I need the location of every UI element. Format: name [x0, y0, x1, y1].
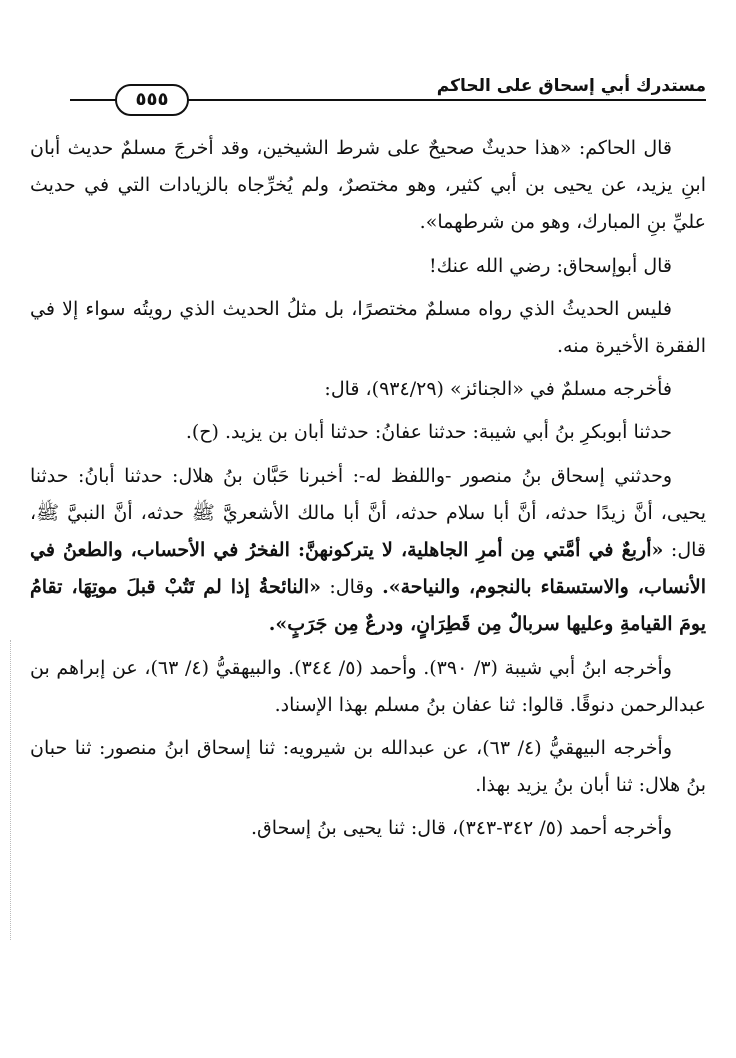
running-title: مستدرك أبي إسحاق على الحاكم: [436, 76, 706, 96]
paragraph-text: وأخرجه ابنُ أبي شيبة (٣/ ٣٩٠). وأحمد (٥/ ٣٤٤). والبيهقيُّ (٤/ ٦٣)، عن إبراهم بن عبدالرحمن دنوقًا. قالوا: ثنا عفان بنُ مسلم بهذا الإسناد.: [30, 656, 706, 716]
page-header: [70, 72, 706, 112]
paragraph-text: وأخرجه البيهقيُّ (٤/ ٦٣)، عن عبدالله بن شيرويه: ثنا إسحاق ابنُ منصور: ثنا حبان بنُ هلال: ثنا أبان بنُ يزيد بهذا.: [30, 737, 706, 797]
hadith-text: «النائحةُ إذا لم تَتُبْ قبلَ موتِهَا، تقامُ يومَ القيامةِ وعليها سربالٌ مِن قَطِرَانٍ، ودرعٌ مِن جَرَبٍ».: [30, 576, 706, 636]
paragraph-isnad-1: [30, 414, 706, 451]
paragraph-text: حدثنا أبوبكرِ بنُ أبي شيبة: حدثنا عفانُ: حدثنا أبان بن يزيد. (ح).: [185, 421, 672, 444]
paragraph-text: وأخرجه أحمد (٥/ ٣٤٢-٣٤٣)، قال: ثنا يحيى بنُ إسحاق.: [251, 817, 672, 840]
paragraph-text: وحدثني إسحاق بنُ منصور -واللفظ له-: أخبرنا حَبَّان بنُ هلال: حدثنا أبانُ: حدثنا يحيى، أنَّ زيدًا حدثه، أنَّ أبا سلام حدثه، أنَّ أبا مالك الأشعريَّ ﷺ حدثه، أنَّ النبيَّ ﷺ، قال:: [30, 464, 706, 562]
scan-margin-mark: [10, 640, 13, 940]
paragraph-text: وقال:: [320, 576, 383, 599]
hadith-text: «أربعٌ في أمَّتي مِن أمرِ الجاهلية، لا يتركونهنَّ: الفخرُ في الأحساب، والطعنُ في الأنساب، والاستسقاء بالنجوم، والنياحة».: [30, 539, 706, 599]
body-text: [30, 130, 706, 848]
paragraph-hadith: [30, 458, 706, 644]
paragraph-abu-ishaq-reply: [30, 248, 706, 285]
page-number: ٥٥٥: [115, 84, 189, 116]
paragraph-takhrij-1: [30, 650, 706, 724]
paragraph-hakim-statement: [30, 130, 706, 242]
paragraph-muslim-citation: [30, 371, 706, 408]
paragraph-text: قال الحاكم: «هذا حديثٌ صحيحٌ على شرط الشيخين، وقد أخرجَ مسلمٌ حديث أبان ابنِ يزيد، عن يحيى بن أبي كثير، وهو مختصرٌ، ولم يُخرِّجاه بالزيادات التي في حديث عليِّ بنِ المبارك، وهو من شرطهما».: [30, 137, 706, 234]
paragraph-muslim-note: [30, 291, 706, 365]
paragraph-takhrij-2: [30, 730, 706, 804]
paragraph-text: فليس الحديثُ الذي رواه مسلمٌ مختصرًا، بل مثلُ الحديث الذي رويتُه سواء إلا في الفقرة الأخيرة منه.: [30, 297, 706, 358]
paragraph-text: قال أبوإسحاق: رضي الله عنك!: [428, 254, 672, 277]
paragraph-takhrij-3: [30, 810, 706, 847]
paragraph-text: فأخرجه مسلمٌ في «الجنائز» (٩٣٤/٢٩)، قال:: [324, 378, 672, 401]
